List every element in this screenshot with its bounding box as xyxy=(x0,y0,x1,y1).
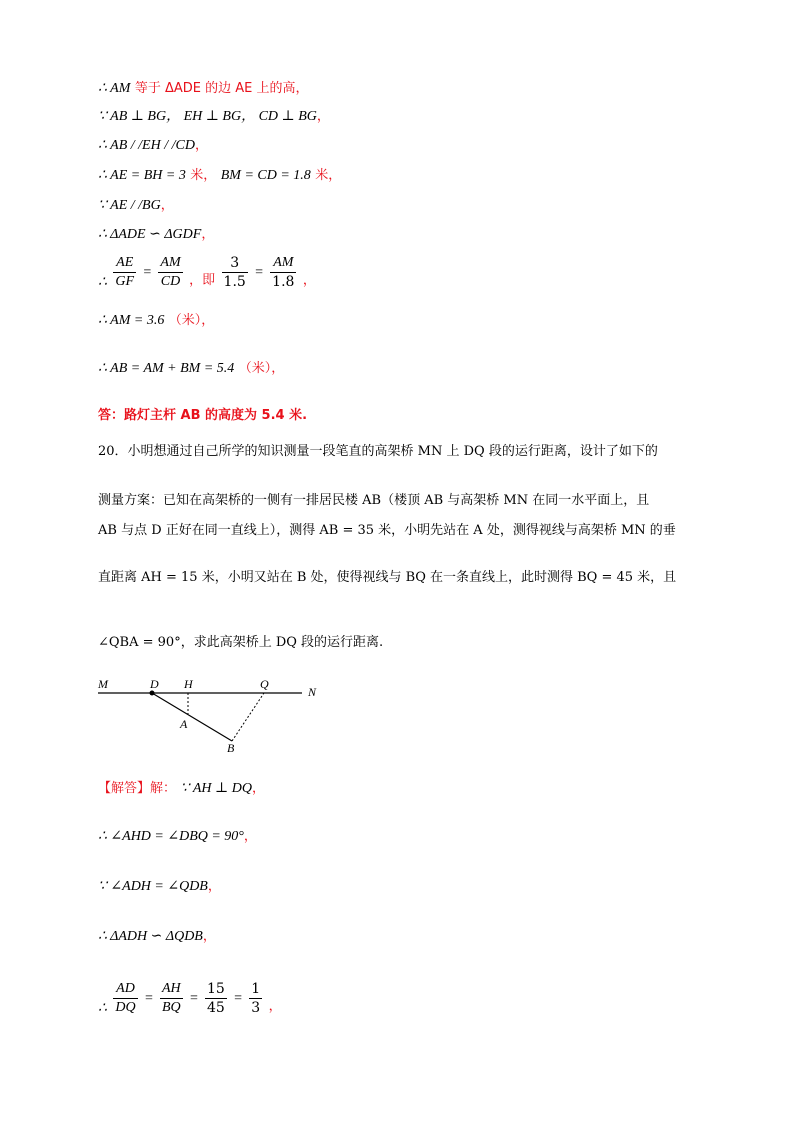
fraction-am-cd: $\frac{AM}{CD}$ xyxy=(160,254,181,289)
proof-unit: （米）， xyxy=(168,313,215,328)
label-h: H xyxy=(184,677,193,691)
label-m: M xyxy=(98,677,108,691)
proof-line-7 xyxy=(98,254,316,291)
proof-unit: （米）， xyxy=(238,361,285,376)
label-q: Q xyxy=(260,677,269,691)
solution-math: ∵ AH ⊥ DQ xyxy=(180,781,252,796)
solution-line-2 xyxy=(98,826,257,847)
proof-unit: 米， xyxy=(315,168,342,183)
fraction-1-3: $\frac{1}{3}$ xyxy=(251,980,261,1016)
problem-20-line-2: 测量方案：已知在高架桥的一侧有一排居民楼 AB（楼顶 AB 与高架桥 MN 在同一水平面上，且 xyxy=(98,493,650,508)
proof-line-1 xyxy=(98,78,308,99)
proof-line-6 xyxy=(98,224,214,245)
segment-bq xyxy=(232,693,264,741)
proof-math: ∴ AE = BH = 3 xyxy=(98,168,186,183)
solution-tag: 【解答】解： xyxy=(98,781,177,796)
proof-unit: 米， xyxy=(190,168,217,183)
fraction-ae-gf: $\frac{AE}{GF}$ xyxy=(115,254,135,289)
geometry-figure xyxy=(92,676,332,756)
fraction-ah-bq: $\frac{AH}{BQ}$ xyxy=(161,980,181,1015)
solution-comma: ， xyxy=(268,999,282,1014)
proof-math: BM = CD = 1.8 xyxy=(220,168,311,183)
proof-comma: ， xyxy=(194,138,208,153)
solution-comma: ， xyxy=(251,781,265,796)
problem-20-line-1 xyxy=(98,442,710,462)
proof-line-4 xyxy=(98,165,341,186)
proof-comma: ， xyxy=(160,198,174,213)
problem-20-line-4: 直距离 AH = 15 米，小明又站在 B 处，使得视线与 BQ 在一条直线上，此时测得 BQ = 45 米，且 xyxy=(98,570,677,585)
proof-math: ∴ ΔADE ∽ ΔGDF xyxy=(98,227,202,242)
proof-math: ∵ AB ⊥ BG， EH ⊥ BG， CD ⊥ BG xyxy=(98,109,317,124)
proof-math: ∴ AM = 3.6 xyxy=(98,313,165,328)
proof-comma: ， xyxy=(302,273,316,288)
equals-sign: = xyxy=(142,265,152,280)
fraction-ad-dq: $\frac{AD}{DQ}$ xyxy=(115,980,136,1015)
answer-line: 答：路灯主杆 AB 的高度为 5.4 米. xyxy=(98,408,308,423)
therefore-symbol: ∴ xyxy=(98,1001,107,1016)
fraction-am-1.8: $\frac{AM}{1.8}$ xyxy=(272,254,295,290)
proof-comma: ， xyxy=(201,227,215,242)
proof-math: ∴ AM xyxy=(98,81,131,96)
proof-math: ∵ AE / /BG xyxy=(98,198,161,213)
solution-comma: ， xyxy=(202,929,216,944)
proof-comma: ， xyxy=(316,109,330,124)
problem-20-line-3: AB 与点 D 正好在同一直线上），测得 AB = 35 米，小明先站在 A 处，测得视线与高架桥 MN 的垂 xyxy=(98,523,676,538)
solution-comma: ， xyxy=(207,879,221,894)
proof-line-3 xyxy=(98,135,208,156)
fraction-15-45: $\frac{15}{45}$ xyxy=(207,980,225,1016)
equals-sign: = xyxy=(144,991,154,1006)
solution-line-1 xyxy=(98,778,265,799)
solution-math: ∵ ∠ADH = ∠QDB xyxy=(98,879,208,894)
solution-math: ∴ ∠AHD = ∠DBQ = 90° xyxy=(98,829,244,844)
proof-line-9 xyxy=(98,358,284,379)
proof-math: ∴ AB = AM + BM = 5.4 xyxy=(98,361,235,376)
proof-ji: ，即 xyxy=(189,273,216,288)
proof-line-8 xyxy=(98,310,214,331)
solution-comma: ， xyxy=(243,829,257,844)
proof-line-5 xyxy=(98,195,174,216)
segment-db xyxy=(152,693,232,741)
equals-sign: = xyxy=(254,265,264,280)
fraction-3-1.5: $\frac{3}{1.5}$ xyxy=(223,254,246,290)
solution-line-5 xyxy=(98,980,282,1017)
therefore-symbol: ∴ xyxy=(98,275,107,290)
point-d xyxy=(150,691,155,696)
problem-20-line-5: ∠QBA = 90°，求此高架桥上 DQ 段的运行距离. xyxy=(98,635,384,650)
problem-text: 小明想通过自己所学的知识测量一段笔直的高架桥 MN 上 DQ 段的运行距离，设计了如下的 xyxy=(127,444,658,459)
label-n: N xyxy=(308,685,317,699)
solution-line-3 xyxy=(98,876,221,897)
solution-math: ∴ ΔADH ∽ ΔQDB xyxy=(98,929,203,944)
proof-line-2 xyxy=(98,106,330,127)
solution-line-4 xyxy=(98,926,216,947)
equals-sign: = xyxy=(233,991,243,1006)
label-d: D xyxy=(150,677,159,691)
equals-sign: = xyxy=(189,991,199,1006)
label-b: B xyxy=(227,741,235,755)
label-a: A xyxy=(180,717,188,731)
problem-number: 20． xyxy=(98,444,128,459)
proof-text: 等于 ΔADE 的边 AE 上的高， xyxy=(134,81,309,96)
proof-math: ∴ AB / /EH / /CD xyxy=(98,138,195,153)
